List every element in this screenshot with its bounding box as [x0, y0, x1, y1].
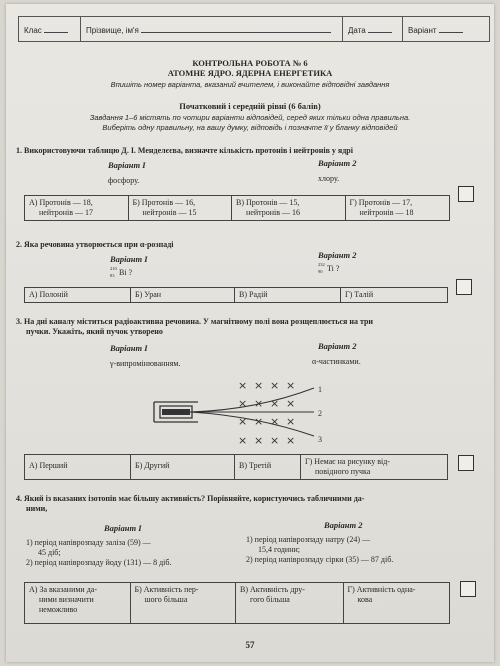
q2-answer-c[interactable]: В) Радій — [235, 288, 341, 302]
name-field[interactable]: Прізвище, ім'я — [81, 17, 343, 41]
q1-answer-row — [24, 195, 450, 221]
q4-variant-2-label: Варіант 2 — [324, 520, 363, 530]
q3-variant-1-text: γ-випромінюванням. — [110, 359, 181, 368]
beam-1-label: 1 — [318, 385, 322, 394]
q2-answer-d[interactable]: Г) Талій — [345, 290, 374, 299]
class-field[interactable]: Клас — [19, 17, 81, 41]
q3-variant-1-label: Варіант I — [110, 343, 148, 353]
q1-answer-c[interactable]: В) Протонів — 15, нейтронів — 16 — [232, 196, 345, 220]
field-cross-mark: × — [286, 434, 296, 447]
q2-variant-2-label: Варіант 2 — [318, 250, 357, 260]
q4-answer-c[interactable]: В) Активність дру- гого більша — [236, 583, 344, 623]
q4-variant-1-label: Варіант I — [104, 523, 142, 533]
field-cross-mark: × — [270, 397, 280, 410]
beam-2-label: 2 — [318, 409, 322, 418]
q1-answer-d[interactable]: Г) Протонів — 17, нейтронів — 18 — [349, 198, 414, 217]
q1-variant-1-label: Варіант I — [108, 160, 146, 170]
q3-answer-row — [24, 454, 448, 480]
question-2-text: 2. Яка речовина утворюється при α-розпаді — [16, 240, 174, 249]
radioactive-source — [162, 409, 190, 415]
field-cross-mark: × — [238, 379, 248, 392]
field-cross-mark: × — [286, 379, 296, 392]
field-cross-mark: × — [286, 397, 296, 410]
beam-3 — [190, 412, 314, 436]
q1-variant-1-text: фосфору. — [108, 176, 140, 185]
field-cross-mark: × — [270, 379, 280, 392]
field-cross-marks — [238, 379, 295, 447]
question-1-text: 1. Використовуючи таблицю Д. І. Менделєєва, визначте кількість протонів і нейтронів у ядрі — [16, 146, 353, 155]
q4-answer-checkbox[interactable] — [460, 581, 476, 597]
field-cross-mark: × — [238, 434, 248, 447]
question-3-text: 3. На дні каналу міститься радіоактивна речовина. У магнітному полі вона розщеплюється на три пучки. Укажіть, який пучок утворено — [16, 317, 374, 336]
q2-answer-a[interactable]: А) Полоній — [25, 288, 131, 302]
variant-field[interactable]: Варіант — [403, 17, 489, 41]
field-cross-mark: × — [254, 397, 264, 410]
header-bar — [18, 16, 490, 42]
field-cross-mark: × — [270, 415, 280, 428]
page-subtitle: АТОМНЕ ЯДРО. ЯДЕРНА ЕНЕРГЕТИКА — [167, 68, 333, 78]
q4-answer-a[interactable]: А) За вказаними да- ними визначити неможливо — [25, 583, 131, 623]
q4-answer-b[interactable]: Б) Активність пер- шого більша — [131, 583, 237, 623]
q2-answer-checkbox[interactable] — [456, 279, 472, 295]
q2-variant-1-nuclide: 210 83 Bi ? — [110, 266, 133, 278]
q2-answer-b[interactable]: Б) Уран — [131, 288, 235, 302]
question-4-text: 4. Який із вказаних ізотопів має більшу активність? Порівняйте, користуючись табличними да- ними, — [16, 494, 365, 513]
q4-answer-d[interactable]: Г) Активність одна- кова — [347, 585, 416, 604]
q1-answer-checkbox[interactable] — [458, 186, 474, 202]
worksheet-page — [6, 4, 494, 662]
field-cross-mark: × — [238, 415, 248, 428]
q4-answer-row — [24, 582, 450, 624]
q3-variant-2-label: Варіант 2 — [318, 341, 357, 351]
q2-variant-2-nuclide: 232 90 Ti ? — [318, 262, 340, 274]
field-cross-mark: × — [254, 379, 264, 392]
field-cross-mark: × — [270, 434, 280, 447]
q4-variant-1-items: 1) період напіврозпаду заліза (59) — 45 діб; 2) період напіврозпаду йоду (131) — 8 діб. — [26, 538, 172, 567]
beam-3-label: 3 — [318, 435, 322, 444]
q3-answer-a[interactable]: А) Перший — [25, 455, 131, 479]
q3-answer-c[interactable]: В) Третій — [235, 455, 301, 479]
date-field[interactable]: Дата — [343, 17, 403, 41]
q1-answer-b[interactable]: Б) Протонів — 16, нейтронів — 15 — [129, 196, 233, 220]
q1-answer-a[interactable]: А) Протонів — 18, нейтронів — 17 — [25, 196, 129, 220]
field-cross-mark: × — [254, 434, 264, 447]
field-cross-mark: × — [238, 397, 248, 410]
field-cross-mark: × — [254, 415, 264, 428]
q1-variant-2-label: Варіант 2 — [318, 158, 357, 168]
magnetic-field-figure — [146, 374, 346, 454]
q2-answer-row — [24, 287, 448, 303]
q3-answer-checkbox[interactable] — [458, 455, 474, 471]
level-title: Початковий і середній рівні (6 балів) — [179, 101, 321, 111]
level-note: Завдання 1–6 містять по чотири варіанти відповідей, серед яких тільки одна правильна. Виберіть одну правильну, на вашу думку, відповідь і позначте її у бланку відповідей — [89, 113, 411, 132]
q3-answer-b[interactable]: Б) Другий — [131, 455, 235, 479]
field-cross-mark: × — [286, 415, 296, 428]
q2-variant-1-label: Варіант I — [110, 254, 148, 264]
beam-1 — [190, 388, 314, 412]
q4-variant-2-items: 1) період напіврозпаду натру (24) — 15,4 години; 2) період напіврозпаду сірки (35) — 87 діб. — [246, 535, 394, 564]
q3-answer-d[interactable]: Г) Немає на рисунку від- повідного пучка — [305, 457, 390, 476]
page-title: КОНТРОЛЬНА РОБОТА № 6 — [192, 58, 308, 68]
instruction-text: Впишіть номер варіанта, вказаний вчителем, і виконайте відповідні завдання — [110, 80, 390, 89]
q3-variant-2-text: α-частинками. — [312, 357, 361, 366]
q1-variant-2-text: хлору. — [318, 174, 340, 183]
page-number: 57 — [245, 640, 255, 650]
